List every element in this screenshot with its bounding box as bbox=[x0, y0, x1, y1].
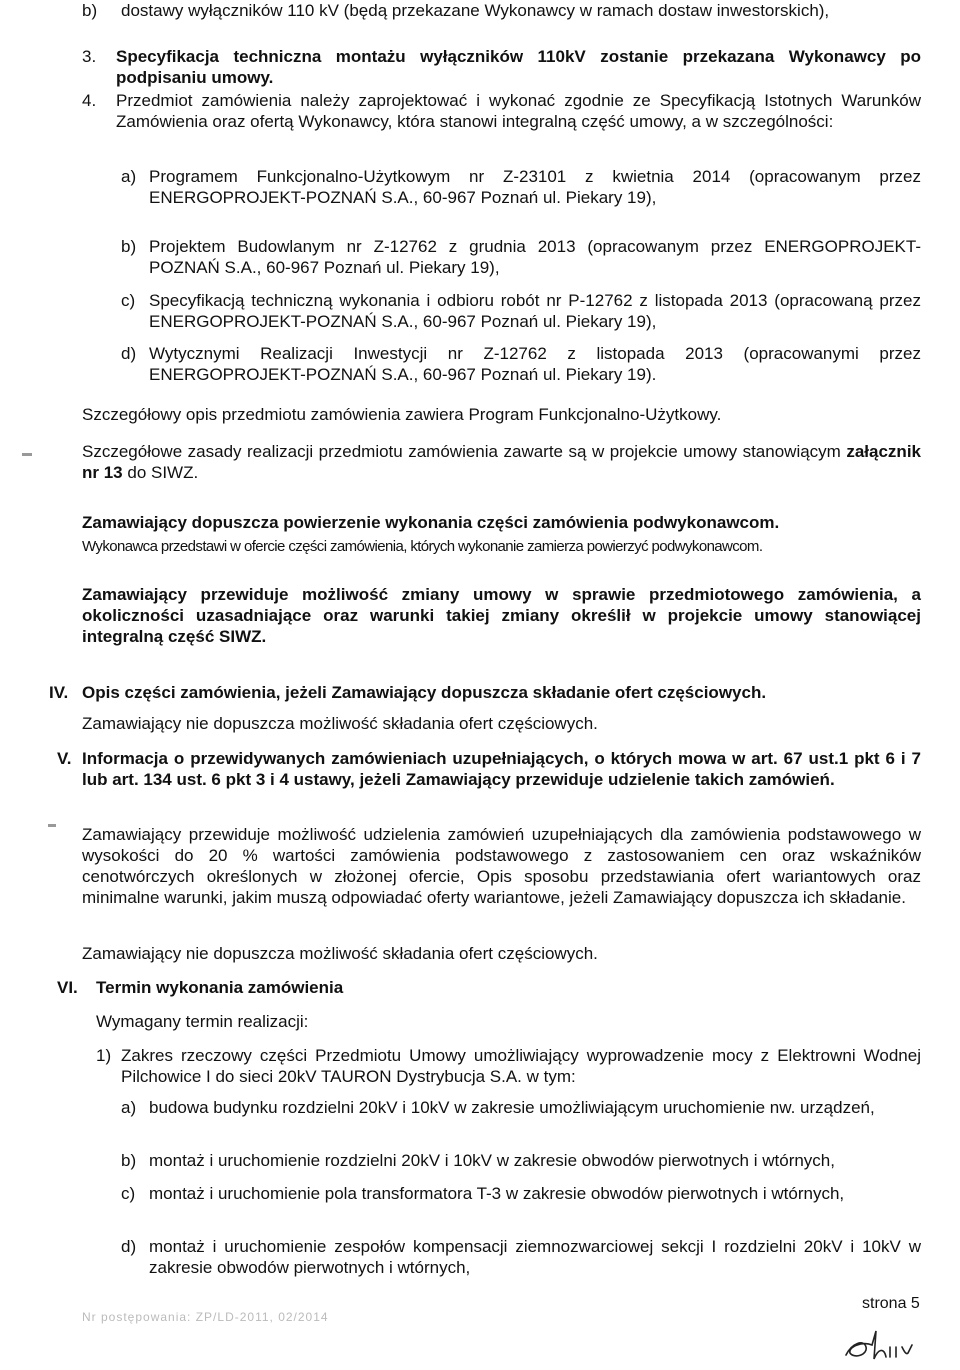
subcontracting-note: Wykonawca przedstawi w ofercie części zamówienia, których wykonanie zamierza powierzyć podwykonawcom. bbox=[82, 538, 763, 555]
section-title: Opis części zamówienia, jeżeli Zamawiający dopuszcza składanie ofert częściowych. bbox=[82, 683, 767, 702]
section-text: Wymagany termin realizacji: bbox=[96, 1012, 309, 1031]
list-label: d) bbox=[121, 344, 137, 363]
list-number: 1) bbox=[96, 1046, 112, 1065]
subcontracting-heading: Zamawiający dopuszcza powierzenie wykonania części zamówienia podwykonawcom. bbox=[82, 513, 780, 532]
list-label: c) bbox=[121, 1184, 136, 1203]
footer-reference: Nr postępowania: ZP/LD-2011, 02/2014 bbox=[82, 1310, 329, 1324]
list-item-text: Projektem Budowlanym nr Z-12762 z grudnia 2013 (opracowanym przez ENERGOPROJEKT-POZNAŃ S.A., 60-967 Poznań ul. Piekary 19), bbox=[149, 237, 921, 277]
section-title: Termin wykonania zamówienia bbox=[96, 978, 344, 997]
section-text: Zamawiający przewiduje możliwość udzielenia zamówień uzupełniających dla zamówienia podstawowego w wysokości do 20 % wartości zamówienia podstawowego z zastosowaniem cen oraz wskaźników cenotwórczych określonych w złożonej ofercie, Opis sposobu przedstawiania ofert wariantowych oraz minimalne warunki, jakim muszą odpowiadać oferty wariantowe, jeżeli Zamawiający dopuszcza ich składanie. bbox=[82, 825, 921, 907]
list-label: a) bbox=[121, 167, 137, 186]
section-number: IV. bbox=[49, 683, 69, 702]
list-item-text: montaż i uruchomienie pola transformatora T-3 w zakresie obwodów pierwotnych i wtórnych, bbox=[149, 1184, 845, 1203]
margin-mark bbox=[22, 453, 32, 456]
list-item-text: montaż i uruchomienie rozdzielni 20kV i 10kV w zakresie obwodów pierwotnych i wtórnych, bbox=[149, 1151, 835, 1170]
list-item-text: Programem Funkcjonalno-Użytkowym nr Z-23101 z kwietnia 2014 (opracowanym przez ENERGOPROJEKT-POZNAŃ S.A., 60-967 Poznań ul. Piekary 19), bbox=[149, 167, 921, 207]
section-number: V. bbox=[57, 749, 72, 768]
list-number: 3. bbox=[82, 47, 97, 66]
list-label: b) bbox=[82, 1, 98, 20]
list-item-text: montaż i uruchomienie zespołów kompensacji ziemnozwarciowej sekcji I rozdzielni 20kV i 10kV w zakresie obwodów pierwotnych i wtórnych, bbox=[149, 1237, 921, 1277]
details-paragraph: Szczegółowe zasady realizacji przedmiotu zamówienia zawarte są w projekcie umowy stanowiącym załącznik nr 13 do SIWZ. bbox=[82, 442, 921, 482]
list-item-text: budowa budynku rozdzielni 20kV i 10kV w zakresie umożliwiającym uruchomienie nw. urządzeń, bbox=[149, 1098, 875, 1117]
list-item-text: Wytycznymi Realizacji Inwestycji nr Z-12762 z listopada 2013 (opracowanymi przez ENERGOPROJEKT-POZNAŃ S.A., 60-967 Poznań ul. Piekary 19). bbox=[149, 344, 921, 384]
list-number: 4. bbox=[82, 91, 97, 110]
section-number: VI. bbox=[57, 978, 78, 997]
list-label: b) bbox=[121, 1151, 137, 1170]
page-number: strona 5 bbox=[862, 1295, 920, 1312]
margin-mark bbox=[48, 824, 56, 827]
list-item-text: Zakres rzeczowy części Przedmiotu Umowy umożliwiający wyprowadzenie mocy z Elektrowni Wodnej Pilchowice I do sieci 20kV TAURON Dystrybucja S.A. w tym: bbox=[121, 1046, 921, 1086]
section-text: Zamawiający nie dopuszcza możliwość składania ofert częściowych. bbox=[82, 714, 598, 733]
subject-paragraph: Przedmiot zamówienia należy zaprojektować i wykonać zgodnie ze Specyfikacją Istotnych Warunków Zamówienia oraz ofertą Wykonawcy, która stanowi integralną część umowy, a w szczególności: bbox=[116, 91, 921, 131]
signature-image bbox=[842, 1325, 932, 1365]
spec-paragraph: Specyfikacja techniczna montażu wyłączników 110kV zostanie przekazana Wykonawcy po podpisaniu umowy. bbox=[116, 47, 921, 87]
list-item-text: Specyfikacją techniczną wykonania i odbioru robót nr P-12762 z listopada 2013 (opracowaną przez ENERGOPROJEKT-POZNAŃ S.A., 60-967 Poznań ul. Piekary 19), bbox=[149, 291, 921, 331]
description-paragraph: Szczegółowy opis przedmiotu zamówienia zawiera Program Funkcjonalno-Użytkowy. bbox=[82, 405, 722, 424]
list-label: c) bbox=[121, 291, 136, 310]
section-text: Zamawiający nie dopuszcza możliwość składania ofert częściowych. bbox=[82, 944, 598, 963]
list-label: d) bbox=[121, 1237, 137, 1256]
section-title: Informacja o przewidywanych zamówieniach uzupełniających, o których mowa w art. 67 ust.1 pkt 6 i 7 lub art. 134 ust. 6 pkt 3 i 4 ustawy, jeżeli Zamawiający przewiduje udzielenie takich zamówień. bbox=[82, 749, 921, 789]
list-item-text: dostawy wyłączników 110 kV (będą przekazane Wykonawcy w ramach dostaw inwestorskich), bbox=[121, 1, 830, 20]
list-label: a) bbox=[121, 1098, 137, 1117]
contract-change-paragraph: Zamawiający przewiduje możliwość zmiany umowy w sprawie przedmiotowego zamówienia, a okoliczności uzasadniające oraz warunki takiej zmiany określił w projekcie umowy stanowiącej integralną część SIWZ. bbox=[82, 585, 921, 646]
list-label: b) bbox=[121, 237, 137, 256]
